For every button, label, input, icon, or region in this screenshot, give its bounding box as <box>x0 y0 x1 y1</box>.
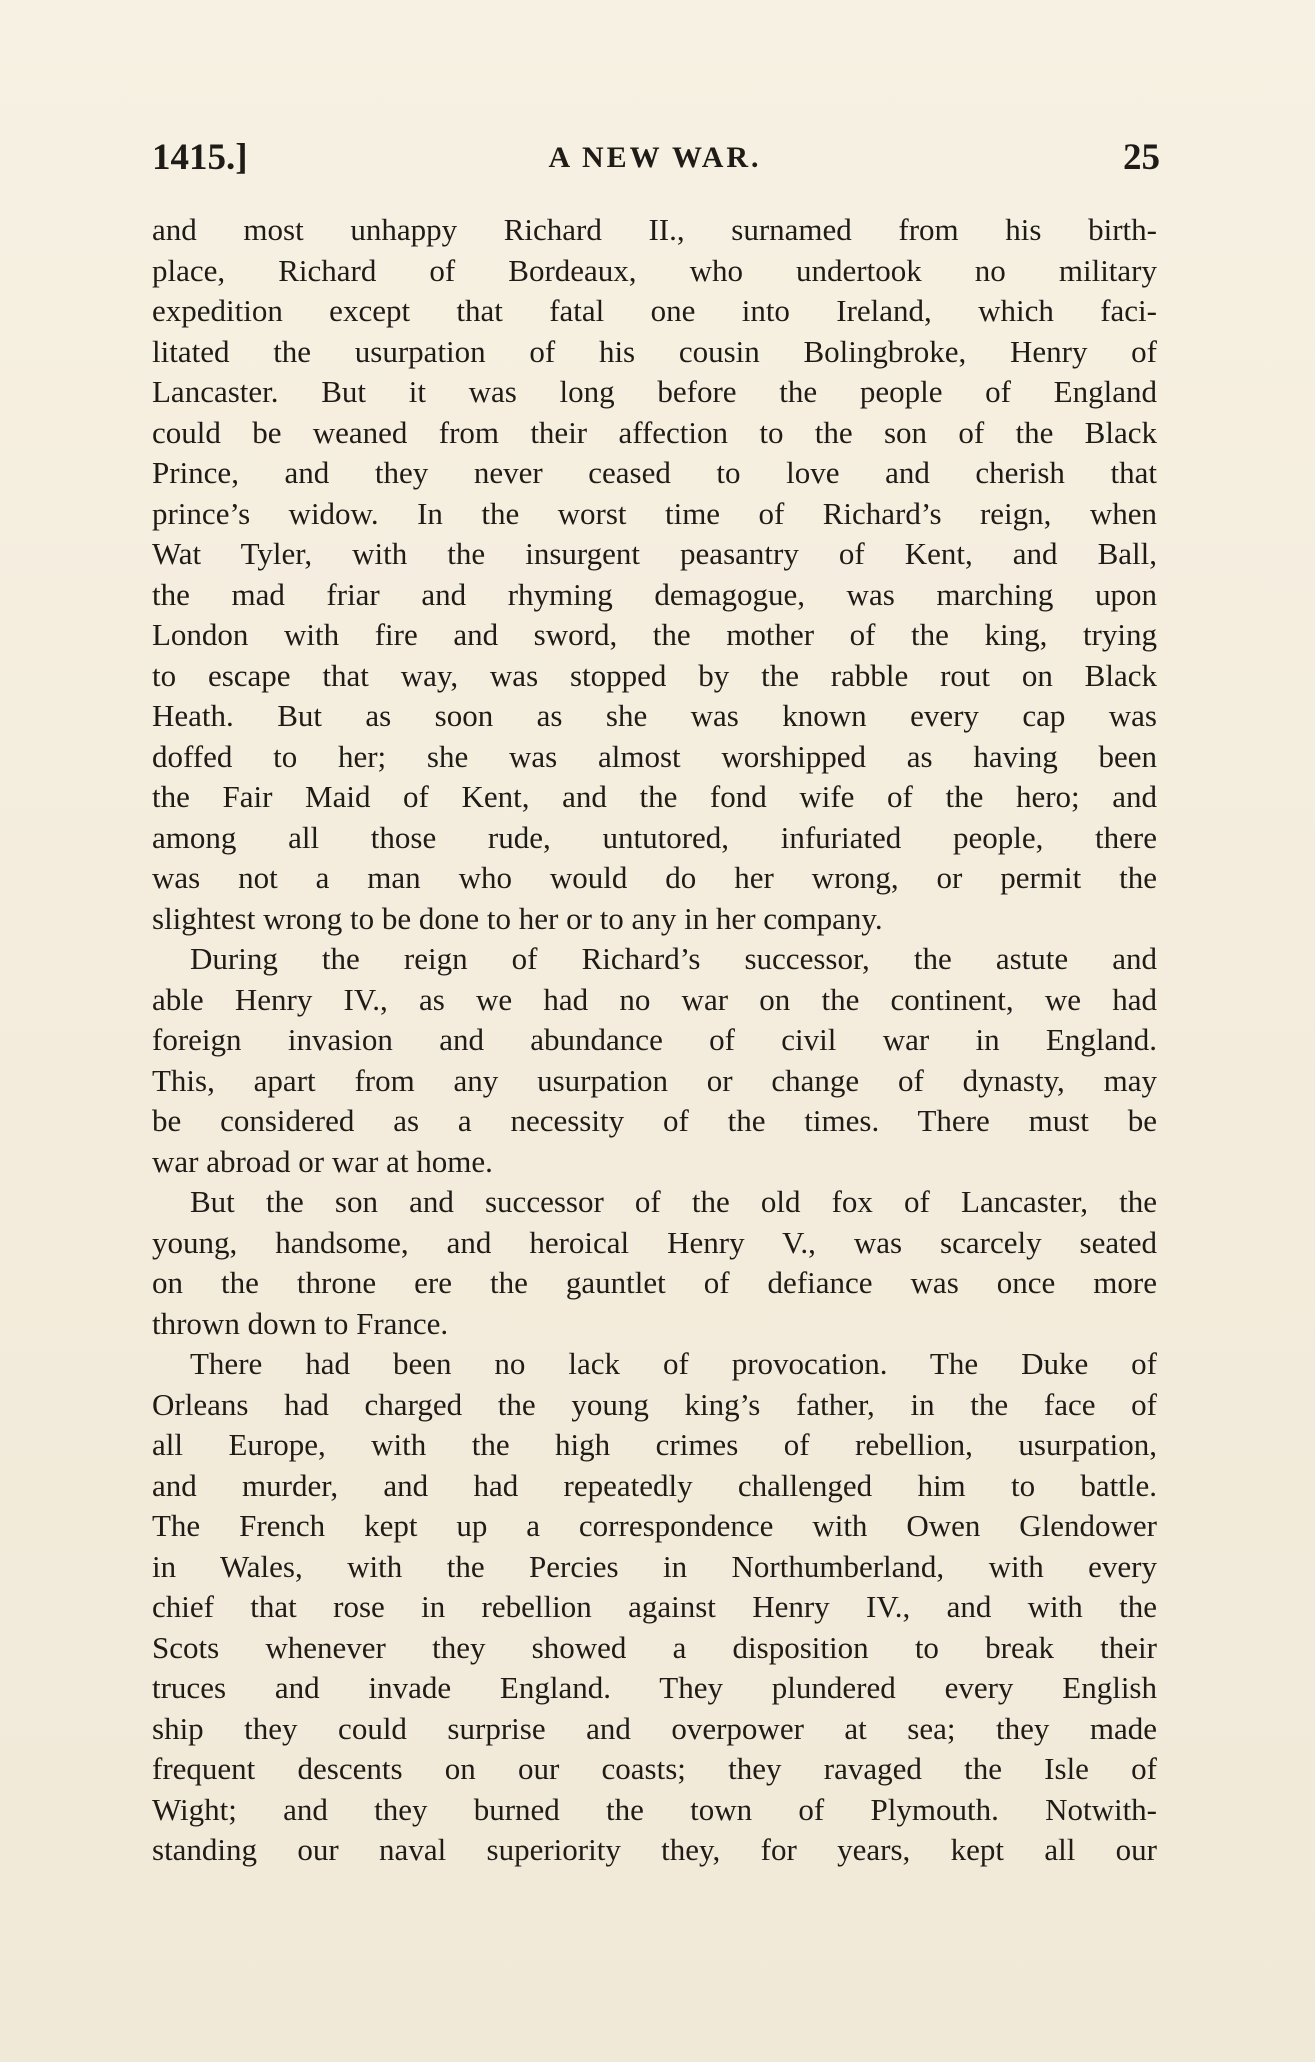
text-line: standing our naval superiority they, for years, kept all our <box>152 1832 1157 1867</box>
text-line: truces and invade England. They plundered every English <box>152 1670 1157 1705</box>
text-line: could be weaned from their affection to the son of the Black <box>152 414 1157 450</box>
text-line: on the throne ere the gauntlet of defiance was once more <box>152 1265 1157 1300</box>
text-line: all Europe, with the high crimes of rebellion, usurpation, <box>152 1427 1157 1462</box>
text-line: Scots whenever they showed a disposition to break their <box>152 1629 1157 1665</box>
text-line: the mad friar and rhyming demagogue, was marching upon <box>152 576 1157 612</box>
text-line: litated the usurpation of his cousin Bolingbroke, Henry of <box>152 333 1157 369</box>
text-line: Orleans had charged the young king’s father, in the face of <box>152 1386 1157 1422</box>
text-line: expedition except that fatal one into Ireland, which faci- <box>152 293 1157 328</box>
text-line: But the son and successor of the old fox of Lancaster, the <box>190 1184 1157 1219</box>
text-line: and most unhappy Richard II., surnamed from his birth- <box>152 212 1157 247</box>
text-line: able Henry IV., as we had no war on the continent, we had <box>152 981 1157 1017</box>
text-line: chief that rose in rebellion against Henry IV., and with the <box>152 1589 1157 1624</box>
page-number: 25 <box>1123 137 1160 178</box>
text-line: to escape that way, was stopped by the rabble rout on Black <box>152 657 1157 693</box>
text-line: doffed to her; she was almost worshipped as having been <box>152 738 1157 774</box>
text-line: war abroad or war at home. <box>152 1143 493 1179</box>
text-line: thrown down to France. <box>152 1305 449 1341</box>
text-line: Heath. But as soon as she was known every cap was <box>152 698 1157 733</box>
text-line: The French kept up a correspondence with Owen Glendower <box>152 1508 1157 1543</box>
text-line: slightest wrong to be done to her or to any in her company. <box>152 900 883 936</box>
text-line: young, handsome, and heroical Henry V., was scarcely seated <box>152 1224 1157 1260</box>
text-line: Prince, and they never ceased to love and cherish that <box>152 455 1157 490</box>
text-line: Lancaster. But it was long before the people of England <box>152 374 1157 409</box>
text-line: was not a man who would do her wrong, or permit the <box>152 860 1157 895</box>
body-text <box>152 210 1157 1871</box>
running-head-title: A NEW WAR. <box>548 141 762 174</box>
running-head-year: 1415.] <box>152 137 248 178</box>
text-line: There had been no lack of provocation. The Duke of <box>190 1346 1157 1381</box>
text-line: ship they could surprise and overpower at sea; they made <box>152 1710 1157 1746</box>
text-line: and murder, and had repeatedly challenged him to battle. <box>152 1467 1157 1503</box>
text-line: Wat Tyler, with the insurgent peasantry of Kent, and Ball, <box>152 536 1157 571</box>
text-line: place, Richard of Bordeaux, who undertook no military <box>152 252 1157 288</box>
text-line: London with fire and sword, the mother of the king, trying <box>152 617 1157 652</box>
text-line: the Fair Maid of Kent, and the fond wife of the hero; and <box>152 779 1157 814</box>
text-line: During the reign of Richard’s successor, the astute and <box>190 941 1157 976</box>
text-line: frequent descents on our coasts; they ravaged the Isle of <box>152 1751 1157 1786</box>
text-line: prince’s widow. In the worst time of Richard’s reign, when <box>152 495 1157 531</box>
text-line: This, apart from any usurpation or change of dynasty, may <box>152 1062 1157 1098</box>
text-line: foreign invasion and abundance of civil war in England. <box>152 1022 1157 1057</box>
text-line: be considered as a necessity of the times. There must be <box>152 1103 1157 1138</box>
text-line: Wight; and they burned the town of Plymouth. Notwith- <box>152 1791 1157 1827</box>
running-head <box>150 128 1160 188</box>
text-line: among all those rude, untutored, infuriated people, there <box>152 819 1157 855</box>
text-line: in Wales, with the Percies in Northumberland, with every <box>152 1548 1157 1584</box>
